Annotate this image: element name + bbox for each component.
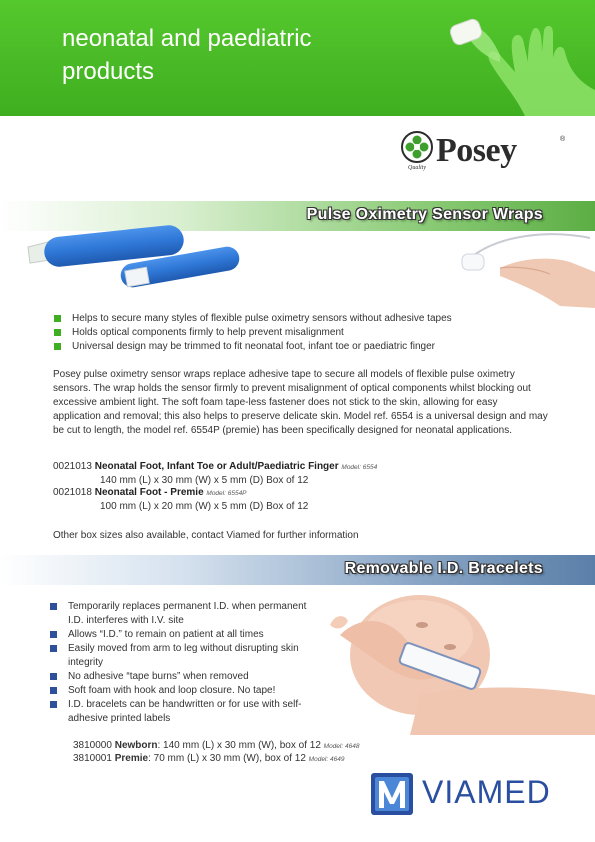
bullet-square-icon bbox=[54, 343, 61, 350]
posey-badge-text: Quality bbox=[408, 165, 426, 171]
product-model: Model: 4648 bbox=[323, 743, 360, 750]
wraps-feature-list bbox=[52, 312, 552, 354]
list-item: Holds optical components firmly to help prevent misalignment bbox=[52, 326, 552, 340]
product-name: Newborn bbox=[114, 740, 158, 751]
posey-registered-mark: ® bbox=[560, 136, 566, 143]
posey-logo bbox=[400, 128, 570, 178]
bullet-square-icon bbox=[50, 701, 57, 708]
product-model: Model: 4649 bbox=[308, 756, 345, 763]
product-name: Premie bbox=[114, 753, 149, 764]
product-spec: : 140 mm (L) x 30 mm (W), box of 12 bbox=[157, 740, 321, 751]
page-title bbox=[62, 22, 422, 88]
section-title-pulse-oximetry: Pulse Oximetry Sensor Wraps bbox=[306, 206, 543, 223]
product-code: 3810000 bbox=[73, 740, 112, 751]
product-entry bbox=[53, 461, 553, 487]
product-entry bbox=[73, 753, 393, 767]
bullet-square-icon bbox=[50, 645, 57, 652]
bracelets-feature-list bbox=[48, 600, 318, 726]
list-item: Allows “I.D.” to remain on patient at all times bbox=[48, 628, 318, 642]
section-band-id-bracelets bbox=[0, 555, 595, 585]
baby-with-bracelet-image bbox=[300, 585, 595, 735]
list-item: I.D. bracelets can be handwritten or for use with self-adhesive printed labels bbox=[48, 698, 318, 726]
bullet-square-icon bbox=[50, 673, 57, 680]
bullet-square-icon bbox=[50, 603, 57, 610]
viamed-emblem-icon bbox=[370, 772, 414, 816]
list-item: No adhesive “tape burns” when removed bbox=[48, 670, 318, 684]
other-sizes-note: Other box sizes also available, contact Viamed for further information bbox=[53, 530, 359, 541]
product-entry bbox=[53, 487, 553, 513]
product-code: 3810001 bbox=[73, 753, 112, 764]
gloved-hand-image bbox=[405, 0, 595, 116]
product-code: 0021013 bbox=[53, 461, 92, 472]
page-title-line-2: products bbox=[62, 58, 155, 85]
viamed-logo bbox=[370, 770, 580, 820]
posey-quality-badge-icon bbox=[400, 130, 434, 172]
list-item: Universal design may be trimmed to fit neonatal foot, infant toe or paediatric finger bbox=[52, 340, 552, 354]
posey-wordmark: Posey bbox=[436, 132, 517, 169]
list-item: Temporarily replaces permanent I.D. when permanent I.D. interferes with I.V. site bbox=[48, 600, 318, 628]
product-spec: 140 mm (L) x 30 mm (W) x 5 mm (D) Box of 12 bbox=[100, 474, 309, 486]
product-code: 0021018 bbox=[53, 487, 92, 498]
product-name: Neonatal Foot - Premie bbox=[94, 487, 204, 498]
list-item: Helps to secure many styles of flexible pulse oximetry sensors without adhesive tapes bbox=[52, 312, 552, 326]
section-title-id-bracelets: Removable I.D. Bracelets bbox=[344, 560, 543, 577]
product-model: Model: 6554 bbox=[341, 464, 378, 471]
list-item: Easily moved from arm to leg without disrupting skin integrity bbox=[48, 642, 318, 670]
product-name: Neonatal Foot, Infant Toe or Adult/Paediatric Finger bbox=[94, 461, 339, 472]
wraps-description: Posey pulse oximetry sensor wraps replace adhesive tape to secure all models of flexible pulse oximetry sensors. The wrap holds the sensor firmly to prevent misalignment of optical components whilst blocking out excessive ambient light. The soft foam tape-less fastener does not stick to the skin, allowing for easy application and removal; this also helps to preserve delicate skin. Model ref. 6554 is a universal design and may be cut to length, the model ref. 6554P (premie) has been specifically designed for neonatal applications. bbox=[53, 369, 548, 436]
bullet-square-icon bbox=[50, 687, 57, 694]
sensor-wraps-image bbox=[20, 225, 280, 310]
bullet-square-icon bbox=[54, 329, 61, 336]
bullet-square-icon bbox=[50, 631, 57, 638]
list-item: Soft foam with hook and loop closure. No tape! bbox=[48, 684, 318, 698]
finger-sensor-image bbox=[440, 228, 595, 308]
header-banner bbox=[0, 0, 595, 116]
viamed-wordmark: VIAMED bbox=[422, 774, 551, 810]
product-entry bbox=[73, 740, 393, 754]
product-spec: 100 mm (L) x 20 mm (W) x 5 mm (D) Box of 12 bbox=[100, 500, 309, 512]
product-spec: : 70 mm (L) x 30 mm (W), box of 12 bbox=[148, 753, 306, 764]
product-model: Model: 6554P bbox=[206, 490, 247, 497]
page-title-line-1: neonatal and paediatric bbox=[62, 25, 312, 52]
bullet-square-icon bbox=[54, 315, 61, 322]
